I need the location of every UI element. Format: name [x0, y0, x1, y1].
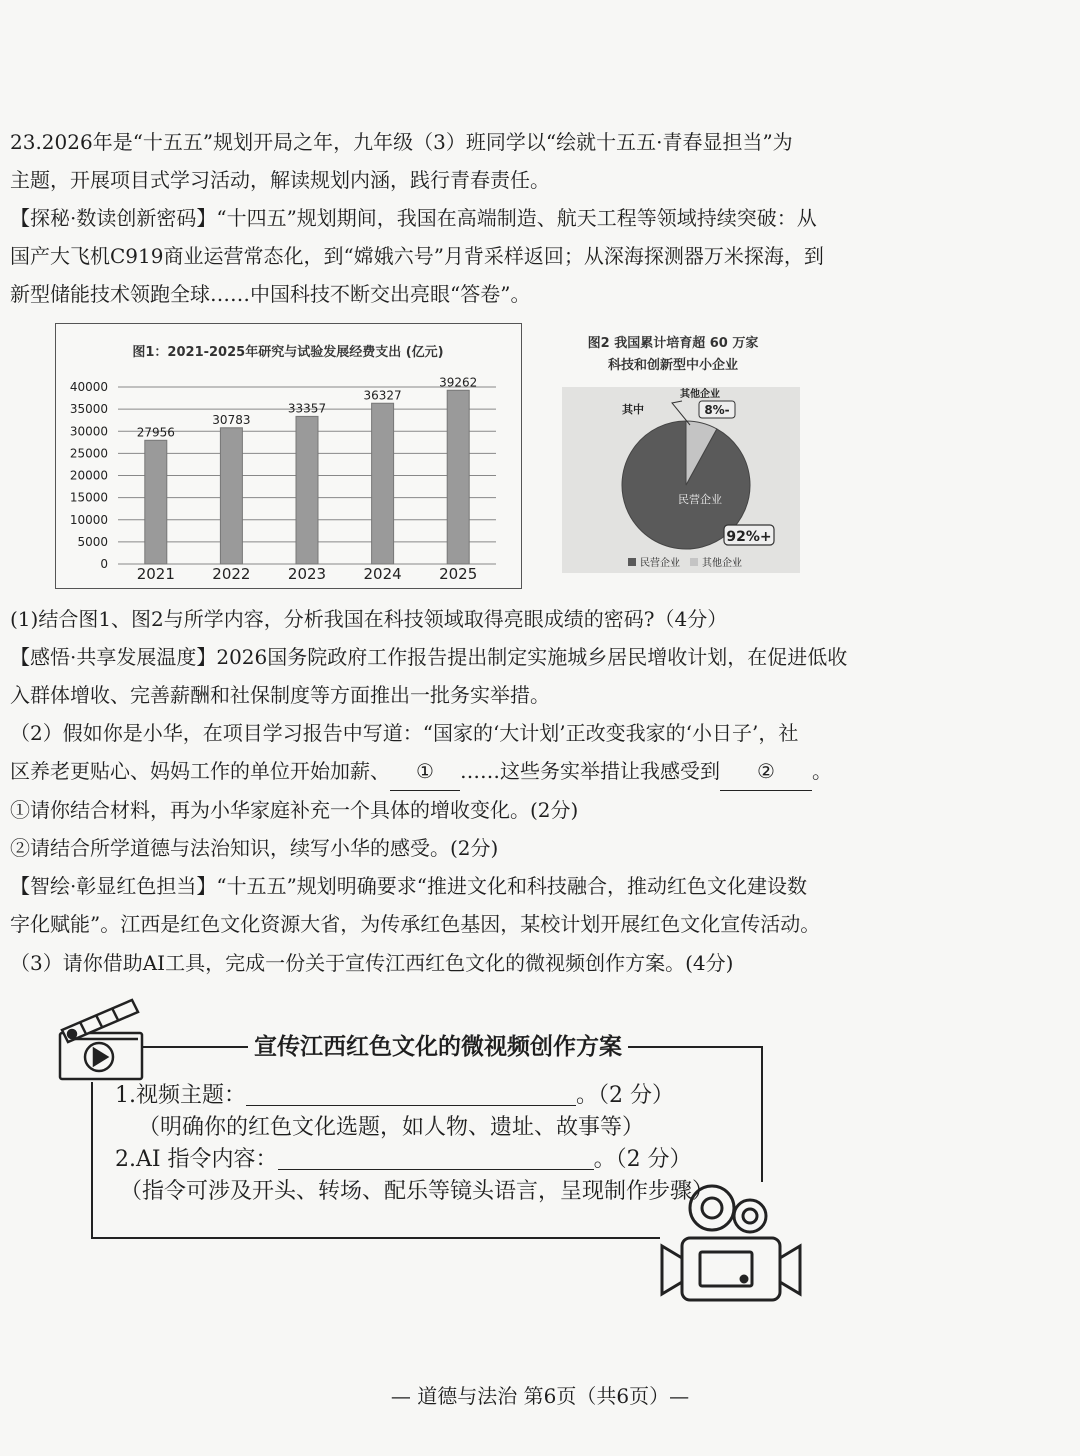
section-line: 入群体增收、完善薪酬和社保制度等方面推出一批务实举措。 — [10, 683, 550, 707]
pie-chart-svg — [562, 387, 800, 573]
pie-other-value-label: 8%- — [704, 403, 730, 417]
bar — [447, 390, 469, 564]
y-tick-label: 5000 — [77, 534, 108, 549]
question-3-text: （3）请你借助AI工具，完成一份关于宣传江西红色文化的微视频创作方案。(4分) — [10, 951, 734, 975]
figure-2-title-line: 科技和创新型中小企业 — [607, 358, 738, 373]
bar-value-label: 36327 — [363, 388, 402, 403]
plan-item-2-points: 。（2 分） — [593, 1147, 692, 1172]
question-2-line — [10, 752, 860, 791]
section-explore — [10, 199, 860, 313]
plan-item-1-points: 。（2 分） — [576, 1083, 674, 1108]
x-tick-label: 2025 — [439, 565, 478, 583]
intro-line: 23.2026年是“十五五”规划开局之年，九年级（3）班同学以“绘就十五五·青春显担当”为 — [10, 130, 793, 154]
figure-1-bar-chart — [55, 323, 522, 589]
question-2-text: 区养老更贴心、妈妈工作的单位开始加薪、 — [10, 759, 390, 783]
question-2-text: 。 — [812, 759, 832, 783]
plan-item-2-hint: （指令可涉及开头、转场、配乐等镜头语言，呈现制作步骤） — [120, 1179, 715, 1204]
section-line: 国产大飞机C919商业运营常态化，到“嫦娥六号”月背采样返回；从深海探测器万米探海，到 — [10, 244, 824, 268]
y-tick-label: 30000 — [69, 424, 108, 439]
plan-title: 宣传江西红色文化的微视频创作方案 — [248, 1028, 628, 1061]
y-tick-label: 10000 — [69, 512, 108, 527]
video-theme-input[interactable] — [246, 1081, 576, 1106]
question-23-intro — [10, 123, 860, 199]
bar — [145, 440, 167, 564]
legend-swatch — [628, 558, 636, 566]
plan-item-1-label: 1.视频主题： — [115, 1083, 246, 1108]
pie-main-value-label: 92%+ — [726, 529, 772, 545]
section-share — [10, 638, 860, 714]
pie-prefix-label: 其中 — [622, 403, 644, 416]
question-2 — [10, 714, 860, 867]
y-tick-label: 0 — [100, 557, 108, 571]
answer-blank-1[interactable]: ① — [390, 752, 460, 791]
section-line: 字化赋能”。江西是红色文化资源大省，为传承红色基因，某校计划开展红色文化宣传活动。 — [10, 912, 821, 936]
question-3 — [10, 944, 860, 982]
x-tick-label: 2024 — [363, 565, 402, 583]
chart-title: 图1：2021-2025年研究与试验发展经费支出 (亿元) — [132, 345, 444, 360]
figure-2-title-line: 图2 我国累计培育超 60 万家 — [587, 336, 759, 351]
section-line: 【感悟·共享发展温度】2026国务院政府工作报告提出制定实施城乡居民增收计划，在促进低收 — [10, 645, 848, 669]
bar-value-label: 39262 — [439, 375, 478, 390]
ai-prompt-input[interactable] — [278, 1145, 594, 1170]
question-1-text: (1)结合图1、图2与所学内容，分析我国在科技领域取得亮眼成绩的密码?（4分） — [10, 607, 728, 631]
clapperboard-icon — [60, 1000, 142, 1079]
x-tick-label: 2021 — [136, 565, 175, 583]
y-tick-label: 15000 — [69, 490, 108, 505]
intro-line: 主题，开展项目式学习活动，解读规划内涵，践行青春责任。 — [10, 168, 550, 192]
y-tick-label: 25000 — [69, 446, 108, 461]
answer-blank-2[interactable]: ② — [720, 752, 812, 791]
plan-item-1-hint: （明确你的红色文化选题，如人物、遗址、故事等） — [138, 1115, 645, 1140]
legend-swatch — [690, 558, 698, 566]
bar-chart-svg — [56, 324, 521, 588]
legend-label: 其他企业 — [702, 558, 742, 569]
bar-value-label: 27956 — [136, 425, 175, 440]
question-2-text: ……这些务实举措让我感受到 — [460, 759, 720, 783]
bar — [220, 428, 242, 564]
section-line: 【智绘·彰显红色担当】“十五五”规划明确要求“推进文化和科技融合，推动红色文化建设数 — [10, 874, 808, 898]
figure-2-pie-chart — [562, 387, 800, 573]
y-tick-label: 35000 — [69, 402, 108, 417]
question-2-sub-2: ②请结合所学道德与法治知识，续写小华的感受。(2分) — [10, 836, 499, 860]
bar-value-label: 30783 — [212, 412, 251, 427]
question-1 — [10, 600, 860, 638]
section-line: 【探秘·数读创新密码】“十四五”规划期间，我国在高端制造、航天工程等领域持续突破：从 — [10, 206, 817, 230]
y-tick-label: 20000 — [69, 468, 108, 483]
section-red-culture — [10, 867, 860, 943]
figure-2-title — [558, 333, 788, 377]
pie-callout-label: 其他企业 — [680, 389, 720, 400]
x-tick-label: 2022 — [212, 565, 251, 583]
y-tick-label: 40000 — [69, 380, 108, 394]
question-2-sub-1: ①请你结合材料，再为小华家庭补充一个具体的增收变化。(2分) — [10, 798, 579, 822]
bar-value-label: 33357 — [287, 401, 327, 416]
page-footer: — 道德与法治 第6页（共6页）— — [390, 1384, 690, 1408]
pie-inner-label: 民营企业 — [678, 493, 722, 506]
plan-item-1 — [115, 1078, 674, 1109]
section-line: 新型储能技术领跑全球……中国科技不断交出亮眼“答卷”。 — [10, 282, 531, 306]
plan-item-2 — [115, 1142, 692, 1173]
bar — [372, 403, 394, 564]
plan-item-2-label: 2.AI 指令内容： — [115, 1147, 278, 1172]
question-2-line: （2）假如你是小华，在项目学习报告中写道：“国家的‘大计划’正改变我家的‘小日子’，社 — [10, 721, 799, 745]
x-tick-label: 2023 — [287, 565, 327, 583]
legend-label: 民营企业 — [640, 558, 680, 569]
bar — [296, 416, 318, 564]
